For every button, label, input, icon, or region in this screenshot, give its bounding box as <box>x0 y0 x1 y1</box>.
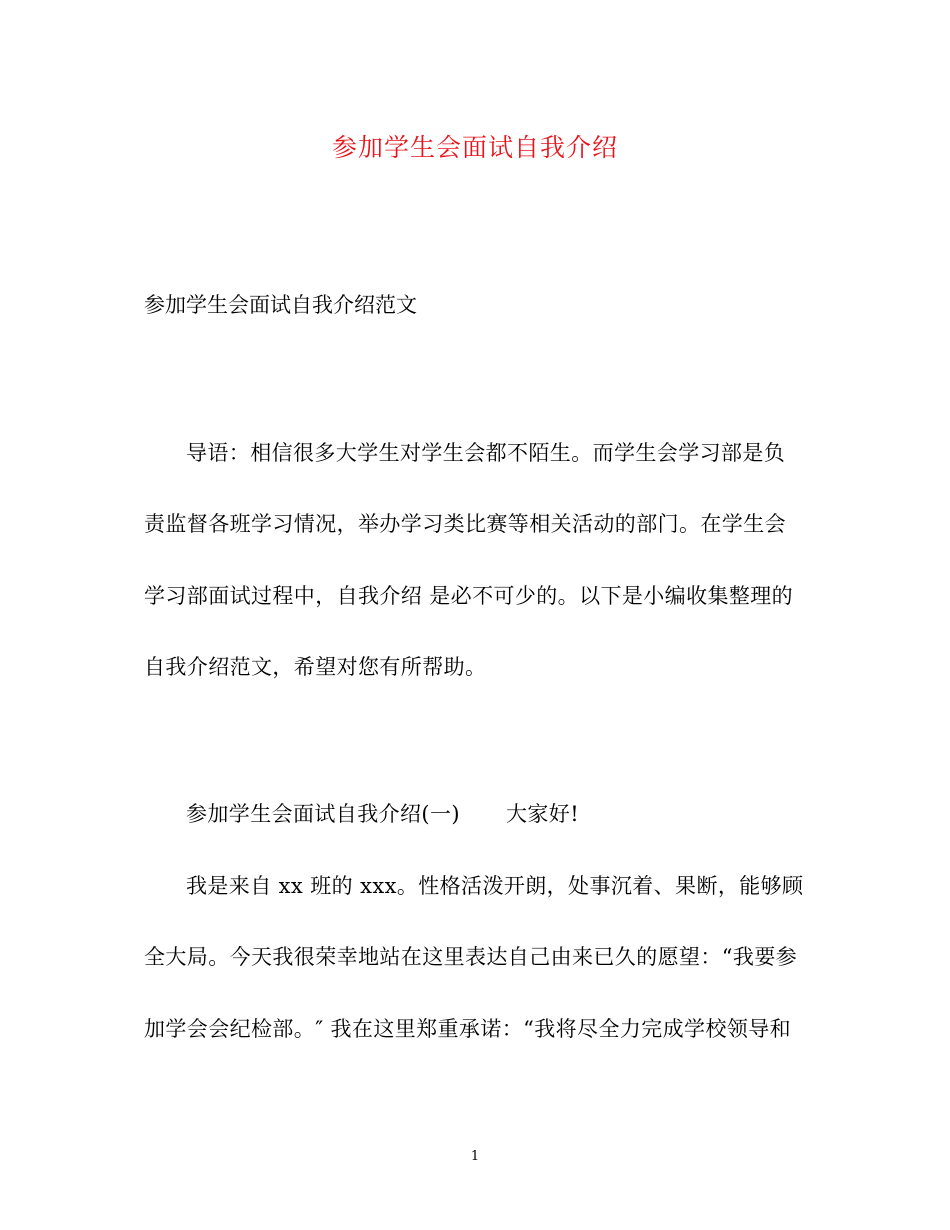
intro-line: 自我介绍范文，希望对您有所帮助。 <box>144 655 487 679</box>
greeting: 大家好! <box>506 802 580 826</box>
section-heading: 参加学生会面试自我介绍(一) <box>186 802 460 826</box>
intro-line: 学习部面试过程中，自我介绍 是必不可少的。以下是小编收集整理的 <box>144 584 794 608</box>
document-title: 参加学生会面试自我介绍 <box>331 133 618 162</box>
page-number: 1 <box>470 1149 480 1164</box>
body-line: 加学会会纪检部。″ 我在这里郑重承诺：“我将尽全力完成学校领导和 <box>144 1017 792 1041</box>
intro-line: 导语：相信很多大学生对学生会都不陌生。而学生会学习部是负 <box>186 441 786 465</box>
intro-line: 责监督各班学习情况，举办学习类比赛等相关活动的部门。在学生会 <box>144 512 786 536</box>
body-line: 全大局。今天我很荣幸地站在这里表达自己由来已久的愿望：“我要参 <box>144 945 798 969</box>
document-subtitle: 参加学生会面试自我介绍范文 <box>144 293 417 317</box>
section-heading-line <box>186 798 579 830</box>
body-line: 我是来自 xx 班的 xxx。性格活泼开朗，处事沉着、果断，能够顾 <box>186 874 804 898</box>
